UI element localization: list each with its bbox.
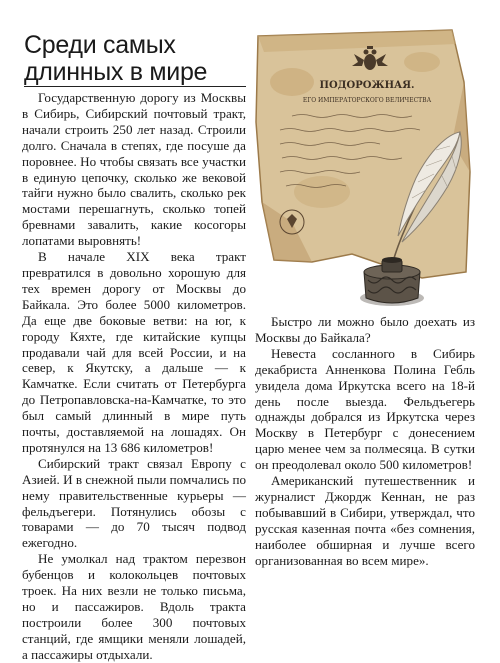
left-text-column [22, 90, 246, 663]
paragraph: Американский путешественник и журналист Джордж Кеннан, не раз побывавший в Сибири, утверждал, что русская казенная почта «без сомнения, наиболее обширная и лучше всего организованная во всем мире». [255, 473, 475, 568]
page-title: Среди самых длинных в мире [24, 31, 208, 86]
right-text-column [255, 314, 475, 569]
paragraph: Невеста сосланного в Сибирь декабриста Анненкова Полина Гебль увидела дома Иркутска всего на 18-й день после выезда. Фельдъегерь однажды добрался из Иркутска через Москву в Петербург с донесением царю менее чем за полмесяца. В сутки он преодолевал около 500 километров! [255, 345, 475, 473]
paragraph: Государственную дорогу из Москвы в Сибирь, Сибирский почтовый тракт, начали строить 250 лет назад. Строили долго. Сначала в степях, где посуше да поровнее. Но чтобы связать все участки в единую цепочку, сколько же вековой тайги нужно было свалить, сколько рек мостами перешагнуть, сколько топей бревнами завалить, какие косогоры лопатами выровнять! [22, 90, 246, 249]
document-title: ПОДОРОЖНАЯ. [319, 80, 415, 91]
paragraph: Сибирский тракт связал Европу с Азией. И в снежной пыли помчались по нему правительственные курьеры — фельдъегери. Потянулись обозы с товарами — до 70 тысяч подвод ежегодно. [22, 455, 246, 551]
paragraph: Быстро ли можно было доехать из Москвы до Байкала? [255, 314, 475, 345]
paragraph: В начале XIX века тракт превратился в довольно хорошую для тех времен дорогу от Москвы до Байкала. Это более 5000 километров. Да еще две боковые ветви: на юг, к городу Кяхте, где китайские купцы продавали чай для всей России, и на север, к Якутску, а дальше — к Камчатке. Если считать от Петербурга до Петропавловска-на-Камчатке, то это был самый длинный в мире путь почты, доставляемой на лошадях. Он протянулся на 13 686 километров! [22, 249, 246, 455]
podorozhnaya-illustration [252, 22, 482, 312]
document-subtitle: ЕГО ИМПЕРАТОРСКОГО ВЕЛИЧЕСТВА [302, 97, 432, 104]
paragraph: Не умолкал над трактом перезвон бубенцов и колокольцев почтовых троек. На них везли не только письма, но и пассажиров. Вдоль тракта построили более 300 почтовых станций, где ямщики меняли лошадей, а пассажиры отдыхали. [22, 551, 246, 662]
title-underline [24, 86, 246, 87]
